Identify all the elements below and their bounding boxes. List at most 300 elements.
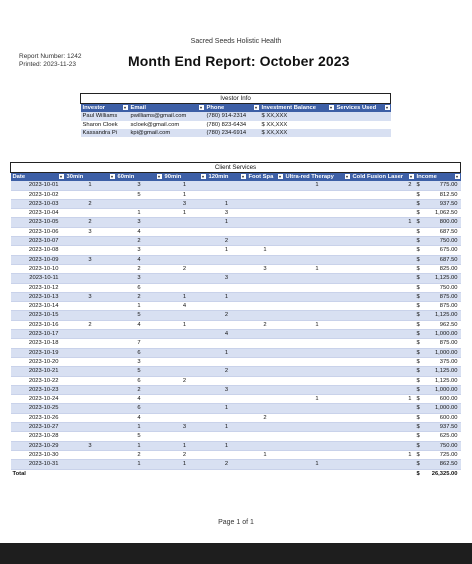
- service-date: 2023-10-07: [11, 237, 65, 246]
- service-count: 1: [163, 190, 207, 199]
- service-count: [65, 376, 116, 385]
- service-count: [207, 264, 247, 273]
- income-amount: 812.50: [427, 190, 461, 199]
- service-count: 2: [65, 199, 116, 208]
- income-currency: $: [415, 302, 427, 311]
- service-count: [65, 367, 116, 376]
- service-count: 1: [284, 460, 351, 469]
- total-row: [11, 469, 461, 478]
- investor-cell: (780) 823-6434: [205, 121, 260, 129]
- service-count: 1: [116, 441, 163, 450]
- income-currency: $: [415, 264, 427, 273]
- service-row: [11, 450, 461, 459]
- filter-dropdown-icon[interactable]: ▾: [157, 174, 160, 180]
- service-count: 1: [65, 181, 116, 190]
- service-count: [247, 357, 284, 366]
- service-count: 6: [116, 348, 163, 357]
- services-col-header-6: [284, 173, 351, 182]
- income-amount: 687.50: [427, 255, 461, 264]
- service-count: 1: [207, 404, 247, 413]
- filter-dropdown-icon[interactable]: ▾: [254, 105, 257, 111]
- income-currency: $: [415, 311, 427, 320]
- service-count: 1: [207, 292, 247, 301]
- service-count: [247, 311, 284, 320]
- income-currency: $: [415, 348, 427, 357]
- service-row: [11, 413, 461, 422]
- service-count: [65, 190, 116, 199]
- income-amount: 962.50: [427, 320, 461, 329]
- service-count: [351, 283, 415, 292]
- service-count: [65, 395, 116, 404]
- service-count: 5: [116, 190, 163, 199]
- service-row: [11, 311, 461, 320]
- service-count: [284, 367, 351, 376]
- service-count: [163, 385, 207, 394]
- printed-date: Printed: 2023-11-23: [19, 61, 76, 68]
- service-count: [65, 357, 116, 366]
- service-count: [247, 367, 284, 376]
- report-number: Report Number: 1242: [19, 53, 82, 60]
- service-count: [284, 348, 351, 357]
- service-count: 1: [163, 292, 207, 301]
- service-date: 2023-10-04: [11, 209, 65, 218]
- investor-cell: kpi@gmail.com: [129, 129, 205, 137]
- service-row: [11, 209, 461, 218]
- filter-dropdown-icon[interactable]: ▾: [329, 105, 332, 111]
- service-count: 2: [351, 181, 415, 190]
- service-count: 2: [247, 320, 284, 329]
- income-currency: $: [415, 441, 427, 450]
- service-count: [284, 218, 351, 227]
- service-row: [11, 218, 461, 227]
- service-count: 5: [116, 432, 163, 441]
- service-count: 3: [247, 264, 284, 273]
- service-count: [207, 190, 247, 199]
- service-count: [163, 395, 207, 404]
- total-amount: 26,325.00: [427, 469, 461, 478]
- service-date: 2023-10-15: [11, 311, 65, 320]
- service-count: [116, 330, 163, 339]
- income-amount: 625.00: [427, 432, 461, 441]
- service-date: 2023-10-08: [11, 246, 65, 255]
- service-date: 2023-10-28: [11, 432, 65, 441]
- service-count: 3: [116, 181, 163, 190]
- service-count: 2: [116, 292, 163, 301]
- service-count: [351, 274, 415, 283]
- service-count: 2: [163, 264, 207, 273]
- income-amount: 1,062.50: [427, 209, 461, 218]
- investor-col-header-0: [81, 104, 129, 113]
- service-date: 2023-10-12: [11, 283, 65, 292]
- income-currency: $: [415, 190, 427, 199]
- service-count: 1: [163, 209, 207, 218]
- service-date: 2023-10-31: [11, 460, 65, 469]
- income-amount: 1,125.00: [427, 367, 461, 376]
- service-row: [11, 199, 461, 208]
- service-row: [11, 339, 461, 348]
- service-count: 1: [116, 302, 163, 311]
- service-count: [284, 283, 351, 292]
- services-col-header-label: 120min: [208, 174, 229, 180]
- service-date: 2023-10-01: [11, 181, 65, 190]
- filter-dropdown-icon[interactable]: ▾: [199, 105, 202, 111]
- service-date: 2023-10-03: [11, 199, 65, 208]
- income-amount: 1,000.00: [427, 385, 461, 394]
- report-meta: [19, 53, 82, 69]
- service-count: 6: [116, 376, 163, 385]
- investor-cell: Paul Williams: [81, 112, 129, 120]
- income-currency: $: [415, 199, 427, 208]
- service-count: [247, 218, 284, 227]
- service-row: [11, 190, 461, 199]
- income-amount: 875.00: [427, 302, 461, 311]
- service-count: 2: [65, 218, 116, 227]
- investor-cell: $ XX,XXX: [260, 112, 335, 120]
- filter-dropdown-icon[interactable]: ▾: [59, 174, 62, 180]
- income-amount: 800.00: [427, 218, 461, 227]
- service-row: [11, 320, 461, 329]
- filter-dropdown-icon[interactable]: ▾: [110, 174, 113, 180]
- income-amount: 600.00: [427, 395, 461, 404]
- service-date: 2023-10-22: [11, 376, 65, 385]
- service-count: [163, 218, 207, 227]
- service-date: 2023-10-11: [11, 274, 65, 283]
- income-amount: 937.50: [427, 199, 461, 208]
- service-count: [247, 376, 284, 385]
- services-col-header-0: [11, 173, 65, 182]
- service-row: [11, 246, 461, 255]
- service-count: 2: [207, 237, 247, 246]
- service-count: [65, 274, 116, 283]
- service-count: [284, 450, 351, 459]
- service-count: [284, 274, 351, 283]
- service-row: [11, 302, 461, 311]
- client-services-table: [10, 162, 461, 478]
- income-currency: $: [415, 274, 427, 283]
- service-count: 1: [207, 218, 247, 227]
- filter-dropdown-icon[interactable]: ▾: [409, 174, 412, 180]
- service-date: 2023-10-02: [11, 190, 65, 199]
- service-date: 2023-10-16: [11, 320, 65, 329]
- service-count: [284, 246, 351, 255]
- income-amount: 1,125.00: [427, 311, 461, 320]
- investor-info-table: [80, 93, 391, 137]
- investor-col-header-label: Services Used: [336, 105, 377, 111]
- service-count: 2: [116, 385, 163, 394]
- investor-col-header-3: [260, 104, 335, 113]
- service-count: [65, 460, 116, 469]
- service-count: [351, 190, 415, 199]
- organization-name: Sacred Seeds Holistic Health: [190, 38, 282, 45]
- service-count: [163, 367, 207, 376]
- services-col-header-label: Ultra-red Therapy: [285, 174, 334, 180]
- service-count: [284, 423, 351, 432]
- service-row: [11, 395, 461, 404]
- income-amount: 1,125.00: [427, 274, 461, 283]
- filter-dropdown-icon[interactable]: ▾: [386, 105, 389, 111]
- service-date: 2023-10-14: [11, 302, 65, 311]
- service-count: [284, 376, 351, 385]
- service-count: [247, 283, 284, 292]
- service-count: 3: [163, 199, 207, 208]
- services-col-header-label: Income: [416, 174, 437, 180]
- service-count: [351, 385, 415, 394]
- service-count: [351, 423, 415, 432]
- service-count: 2: [116, 450, 163, 459]
- service-count: [247, 237, 284, 246]
- service-count: [65, 404, 116, 413]
- income-currency: $: [415, 255, 427, 264]
- services-col-header-label: Cold Fusion Laser: [352, 174, 404, 180]
- service-count: 2: [163, 376, 207, 385]
- income-amount: 750.00: [427, 441, 461, 450]
- service-count: [65, 311, 116, 320]
- filter-dropdown-icon[interactable]: ▾: [123, 105, 126, 111]
- service-count: [351, 404, 415, 413]
- income-currency: $: [415, 246, 427, 255]
- service-count: 5: [116, 311, 163, 320]
- service-date: 2023-10-06: [11, 227, 65, 236]
- income-currency: $: [415, 209, 427, 218]
- service-date: 2023-10-20: [11, 357, 65, 366]
- filter-dropdown-icon[interactable]: ▾: [345, 174, 348, 180]
- services-col-header-label: 30min: [66, 174, 84, 180]
- service-count: 3: [207, 274, 247, 283]
- service-count: [65, 264, 116, 273]
- service-row: [11, 274, 461, 283]
- service-count: [284, 413, 351, 422]
- service-count: [351, 237, 415, 246]
- service-count: [163, 227, 207, 236]
- service-count: [351, 320, 415, 329]
- service-count: [163, 348, 207, 357]
- income-currency: $: [415, 292, 427, 301]
- service-count: 4: [116, 227, 163, 236]
- service-row: [11, 376, 461, 385]
- service-date: 2023-10-10: [11, 264, 65, 273]
- service-date: 2023-10-09: [11, 255, 65, 264]
- service-count: [163, 237, 207, 246]
- investor-row: [81, 112, 391, 120]
- income-currency: $: [415, 460, 427, 469]
- service-count: 3: [116, 274, 163, 283]
- investor-cell: [335, 129, 391, 137]
- service-count: [247, 339, 284, 348]
- income-amount: 937.50: [427, 423, 461, 432]
- filter-dropdown-icon[interactable]: ▾: [201, 174, 204, 180]
- service-count: [351, 367, 415, 376]
- service-count: [284, 255, 351, 264]
- service-date: 2023-10-13: [11, 292, 65, 301]
- service-row: [11, 441, 461, 450]
- service-row: [11, 367, 461, 376]
- income-currency: $: [415, 218, 427, 227]
- viewer-bottom-bar: [0, 543, 472, 564]
- investor-cell: Sharon Cloek: [81, 121, 129, 129]
- service-count: [351, 441, 415, 450]
- filter-dropdown-icon[interactable]: ▾: [456, 174, 459, 180]
- service-date: 2023-10-24: [11, 395, 65, 404]
- service-count: [351, 302, 415, 311]
- service-count: [207, 395, 247, 404]
- service-count: 2: [207, 460, 247, 469]
- service-count: 3: [163, 423, 207, 432]
- service-count: [163, 283, 207, 292]
- service-count: [163, 311, 207, 320]
- service-count: [65, 348, 116, 357]
- income-currency: $: [415, 367, 427, 376]
- service-count: 3: [116, 218, 163, 227]
- service-count: [65, 283, 116, 292]
- income-amount: 862.50: [427, 460, 461, 469]
- service-count: [351, 413, 415, 422]
- service-count: 1: [284, 395, 351, 404]
- service-count: 4: [116, 320, 163, 329]
- investor-cell: $ XX,XXX: [260, 121, 335, 129]
- service-count: [247, 441, 284, 450]
- service-count: [351, 246, 415, 255]
- income-amount: 1,000.00: [427, 330, 461, 339]
- income-amount: 775.00: [427, 181, 461, 190]
- investor-cell: scloek@gmail.com: [129, 121, 205, 129]
- service-row: [11, 181, 461, 190]
- service-date: 2023-10-26: [11, 413, 65, 422]
- income-amount: 750.00: [427, 237, 461, 246]
- investor-col-header-1: [129, 104, 205, 113]
- service-row: [11, 330, 461, 339]
- service-row: [11, 348, 461, 357]
- services-col-header-1: [65, 173, 116, 182]
- service-count: [247, 330, 284, 339]
- service-count: 6: [116, 404, 163, 413]
- service-count: [284, 311, 351, 320]
- service-count: 1: [207, 246, 247, 255]
- service-count: [207, 302, 247, 311]
- income-currency: $: [415, 385, 427, 394]
- service-count: [65, 432, 116, 441]
- service-count: 1: [247, 450, 284, 459]
- service-count: [284, 302, 351, 311]
- service-count: 2: [207, 367, 247, 376]
- service-count: [284, 385, 351, 394]
- income-currency: $: [415, 320, 427, 329]
- service-row: [11, 423, 461, 432]
- service-count: 1: [207, 348, 247, 357]
- service-count: [65, 237, 116, 246]
- service-count: 1: [284, 181, 351, 190]
- income-amount: 675.00: [427, 246, 461, 255]
- investor-col-header-label: Investment Balance: [261, 105, 316, 111]
- service-date: 2023-10-27: [11, 423, 65, 432]
- investor-col-header-4: [335, 104, 391, 113]
- service-count: 1: [284, 264, 351, 273]
- service-count: 3: [65, 292, 116, 301]
- services-col-header-label: 60min: [117, 174, 135, 180]
- service-row: [11, 385, 461, 394]
- income-currency: $: [415, 432, 427, 441]
- service-date: 2023-10-17: [11, 330, 65, 339]
- services-col-header-8: [415, 173, 461, 182]
- income-currency: $: [415, 395, 427, 404]
- service-count: [163, 255, 207, 264]
- service-count: [351, 264, 415, 273]
- income-currency: $: [415, 181, 427, 190]
- investor-row: [81, 129, 391, 137]
- investor-cell: pwilliams@gmail.com: [129, 112, 205, 120]
- income-currency: $: [415, 283, 427, 292]
- service-count: [65, 385, 116, 394]
- investor-col-header-2: [205, 104, 260, 113]
- services-col-header-5: [247, 173, 284, 182]
- service-count: [207, 413, 247, 422]
- service-count: [351, 376, 415, 385]
- income-amount: 1,000.00: [427, 348, 461, 357]
- service-count: [65, 413, 116, 422]
- service-count: [247, 255, 284, 264]
- income-amount: 875.00: [427, 339, 461, 348]
- service-count: 2: [65, 320, 116, 329]
- service-count: [207, 227, 247, 236]
- service-count: [351, 339, 415, 348]
- service-count: 1: [163, 320, 207, 329]
- service-count: 2: [207, 311, 247, 320]
- service-count: [351, 330, 415, 339]
- service-count: [65, 423, 116, 432]
- filter-dropdown-icon[interactable]: ▾: [278, 174, 281, 180]
- service-count: [207, 181, 247, 190]
- service-count: [207, 339, 247, 348]
- service-count: 1: [163, 441, 207, 450]
- service-row: [11, 264, 461, 273]
- service-count: 1: [284, 320, 351, 329]
- service-count: [163, 432, 207, 441]
- service-count: [247, 292, 284, 301]
- service-count: [351, 209, 415, 218]
- income-currency: $: [415, 450, 427, 459]
- service-count: 3: [116, 246, 163, 255]
- income-currency: $: [415, 413, 427, 422]
- service-date: 2023-10-29: [11, 441, 65, 450]
- page-number: Page 1 of 1: [218, 519, 254, 526]
- filter-dropdown-icon[interactable]: ▾: [241, 174, 244, 180]
- service-count: [163, 330, 207, 339]
- service-row: [11, 255, 461, 264]
- service-count: 5: [116, 367, 163, 376]
- service-count: [351, 311, 415, 320]
- service-row: [11, 283, 461, 292]
- investor-cell: [335, 112, 391, 120]
- service-count: [207, 432, 247, 441]
- service-count: [207, 283, 247, 292]
- service-count: [247, 404, 284, 413]
- service-count: 1: [163, 181, 207, 190]
- service-count: 7: [116, 339, 163, 348]
- service-row: [11, 404, 461, 413]
- service-date: 2023-10-05: [11, 218, 65, 227]
- service-count: 3: [65, 227, 116, 236]
- service-count: [351, 348, 415, 357]
- service-count: 3: [65, 255, 116, 264]
- service-count: 2: [116, 264, 163, 273]
- income-amount: 687.50: [427, 227, 461, 236]
- service-date: 2023-10-25: [11, 404, 65, 413]
- service-count: [247, 209, 284, 218]
- services-col-header-2: [116, 173, 163, 182]
- service-count: 4: [116, 255, 163, 264]
- service-count: [284, 292, 351, 301]
- service-count: [351, 255, 415, 264]
- service-count: [163, 413, 207, 422]
